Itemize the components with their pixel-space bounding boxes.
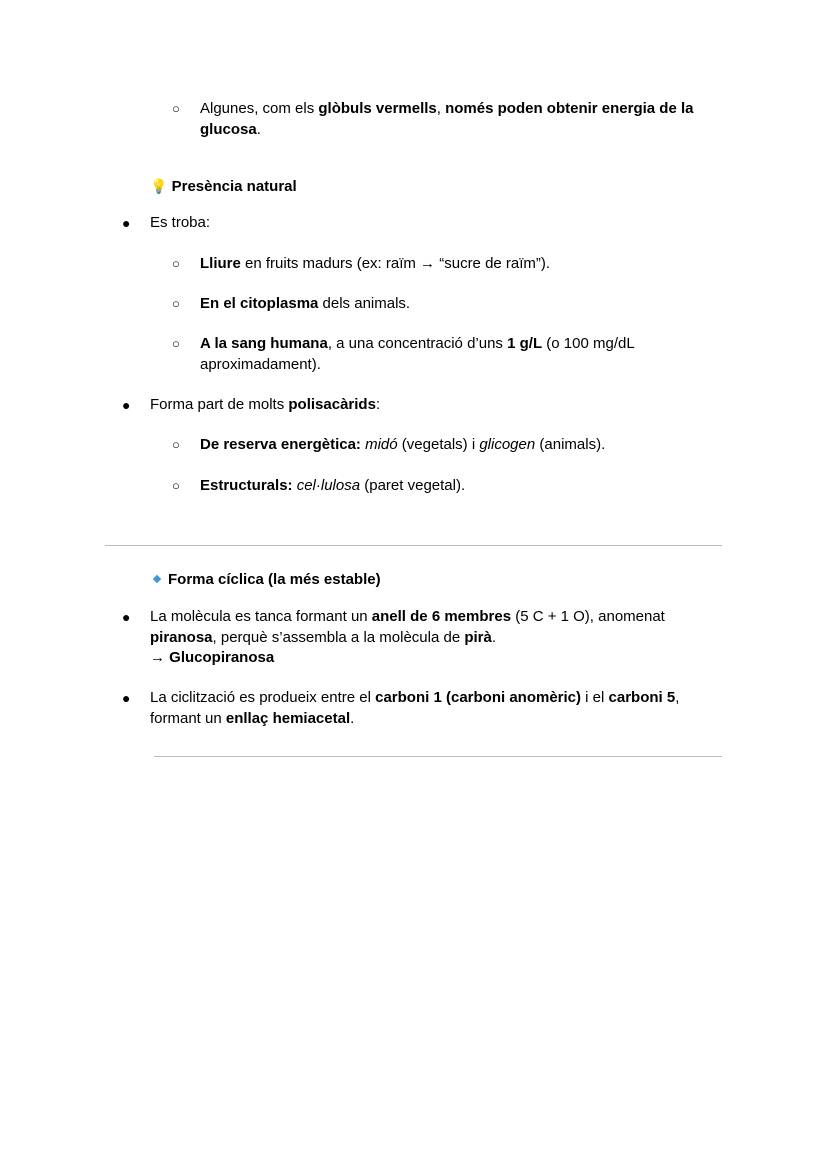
sub-bullet: ○	[172, 336, 180, 351]
sub-bullet: ○	[172, 478, 180, 493]
sub-bullet: ○	[172, 437, 180, 452]
horizontal-divider	[154, 756, 722, 757]
bullet: ●	[122, 609, 131, 625]
list-item-sang: A la sang humana, a una concentració d’uns 1 g/L (o 100 mg/dL aproximadament).	[200, 335, 635, 373]
horizontal-divider	[105, 545, 722, 546]
bullet: ●	[122, 397, 131, 413]
sub-bullet: ○	[172, 296, 180, 311]
lightbulb-icon: 💡	[150, 178, 168, 194]
section-heading-ciclica: Forma cíclica (la més estable)	[150, 570, 381, 591]
list-item-globuls: Algunes, com els glòbuls vermells, només poden obtenir energia de la glucosa.	[200, 100, 694, 138]
sub-bullet: ○	[172, 256, 180, 271]
bullet: ●	[122, 690, 131, 706]
list-item-citoplasma: En el citoplasma dels animals.	[200, 295, 411, 312]
bullet: ●	[122, 215, 131, 231]
list-item-ciclitzacio: La ciclització es produeix entre el carboni 1 (carboni anomèric) i el carboni 5, formant un enllaç hemiacetal.	[150, 689, 680, 727]
list-item-reserva: De reserva energètica: midó (vegetals) i glicogen (animals).	[200, 436, 606, 453]
list-item-lliure: Lliure en fruits madurs (ex: raïm → “sucre de raïm”).	[200, 255, 551, 272]
section-heading-presencia: 💡 Presència natural	[150, 178, 297, 195]
list-item-molecula: La molècula es tanca formant un anell de 6 membres (5 C + 1 O), anomenat piranosa, perquè s’assembla a la molècula de pirà. → Glucopiranosa	[150, 608, 665, 666]
list-item-estructurals: Estructurals: cel·lulosa (paret vegetal).	[200, 477, 466, 494]
list-item-es-troba: Es troba:	[150, 214, 211, 231]
blue-diamond-icon	[153, 575, 161, 583]
list-item-polisacarids: Forma part de molts polisacàrids:	[150, 396, 381, 413]
sub-bullet: ○	[172, 101, 180, 116]
